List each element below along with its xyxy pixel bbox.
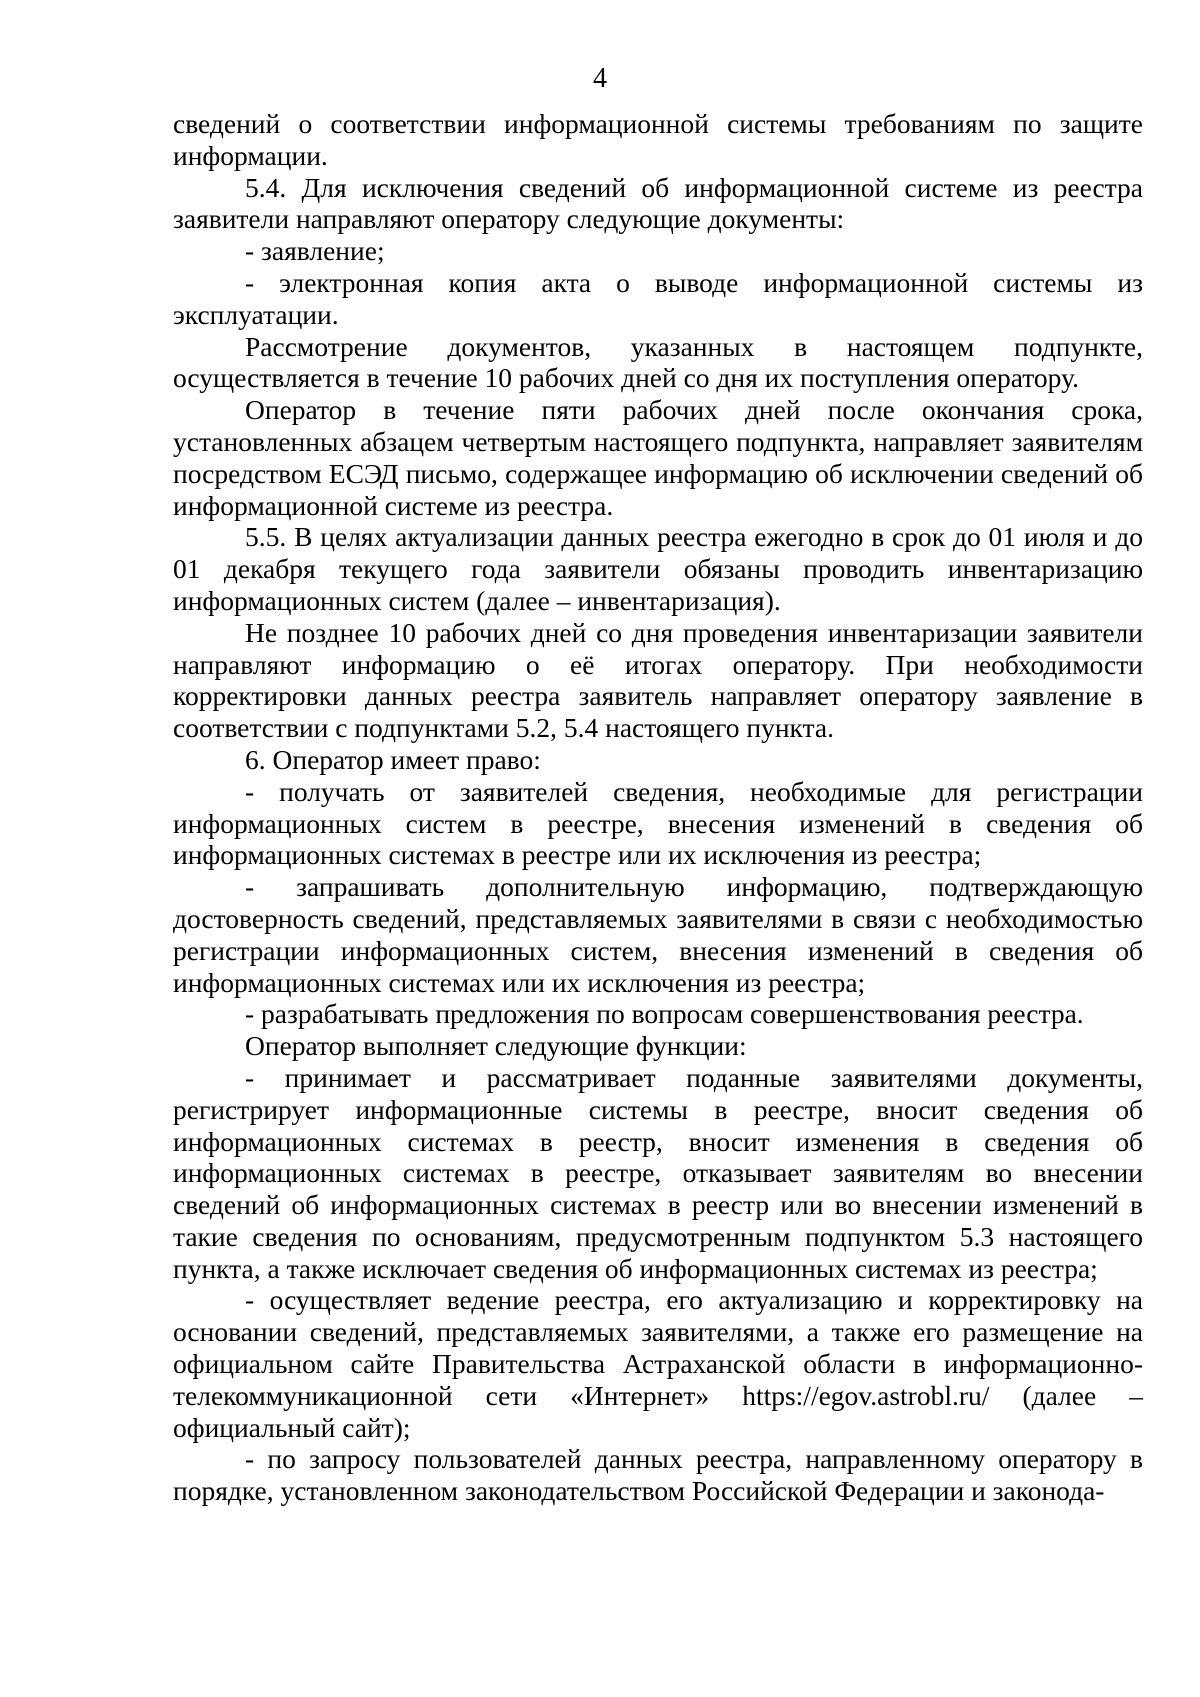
list-item: - по запросу пользователей данных реестра, направленному оператору в порядке, установленном законодательством Российской Федерации и законода- xyxy=(173,1443,1143,1507)
list-item: - получать от заявителей сведения, необходимые для регистрации информационных систем в реестре, внесения изменений в сведения об информационных системах в реестре или их исключения из реестра; xyxy=(173,775,1143,871)
list-item: - запрашивать дополнительную информацию, подтверждающую достоверность сведений, представляемых заявителями в связи с необходимостью регистрации информационных систем, внесения изменений в сведения об информационных системах или их исключения из реестра; xyxy=(173,871,1143,998)
paragraph: 5.4. Для исключения сведений об информационной системе из реестра заявители направляют оператору следующие документы: xyxy=(173,171,1143,235)
paragraph: Не позднее 10 рабочих дней со дня проведения инвентаризации заявители направляют информацию о её итогах оператору. При необходимости корректировки данных реестра заявитель направляет оператору заявление в соответствии с подпунктами 5.2, 5.4 настоящего пункта. xyxy=(173,616,1143,744)
paragraph: Рассмотрение документов, указанных в настоящем подпункте, осуществляется в течение 10 рабочих дней со дня их поступления оператору. xyxy=(173,330,1143,394)
list-item: - электронная копия акта о выводе информационной системы из эксплуатации. xyxy=(173,266,1143,330)
page-number: 4 xyxy=(593,63,607,94)
list-item: - принимает и рассматривает поданные заявителями документы, регистрирует информационные системы в реестре, вносит сведения об информационных системах в реестр, вносит изменения в сведения об информационных системах в реестре, отказывает заявителям во внесении сведений об информационных системах в реестр или во внесении изменений в такие сведения по основаниям, предусмотренным подпунктом 5.3 настоящего пункта, а также исключает сведения об информационных системах из реестра; xyxy=(173,1061,1143,1284)
paragraph: Оператор в течение пяти рабочих дней после окончания срока, установленных абзацем четвертым настоящего подпункта, направляет заявителям посредством ЕСЭД письмо, содержащее информацию об исключении сведений об информационной системе из реестра. xyxy=(173,394,1143,521)
paragraph: 5.5. В целях актуализации данных реестра ежегодно в срок до 01 июля и до 01 декабря текущего года заявители обязаны проводить инвентаризацию информационных систем (далее – инвентаризация). xyxy=(173,521,1143,616)
list-item: - осуществляет ведение реестра, его актуализацию и корректировку на основании сведений, представляемых заявителями, а также его размещение на официальном сайте Правительства Астраханской области в информационно-телекоммуникационной сети «Интернет» https://egov.astrobl.ru/ (далее – официальный сайт); xyxy=(173,1284,1143,1443)
paragraph: Оператор выполняет следующие функции: xyxy=(245,1030,747,1062)
paragraph: 6. Оператор имеет право: xyxy=(245,743,541,775)
document-body xyxy=(173,108,1143,1507)
list-item: - разрабатывать предложения по вопросам совершенствования реестра. xyxy=(245,998,1084,1030)
list-item: - заявление; xyxy=(245,235,385,267)
paragraph: сведений о соответствии информационной системы требованиям по защите информации. xyxy=(173,108,1143,171)
